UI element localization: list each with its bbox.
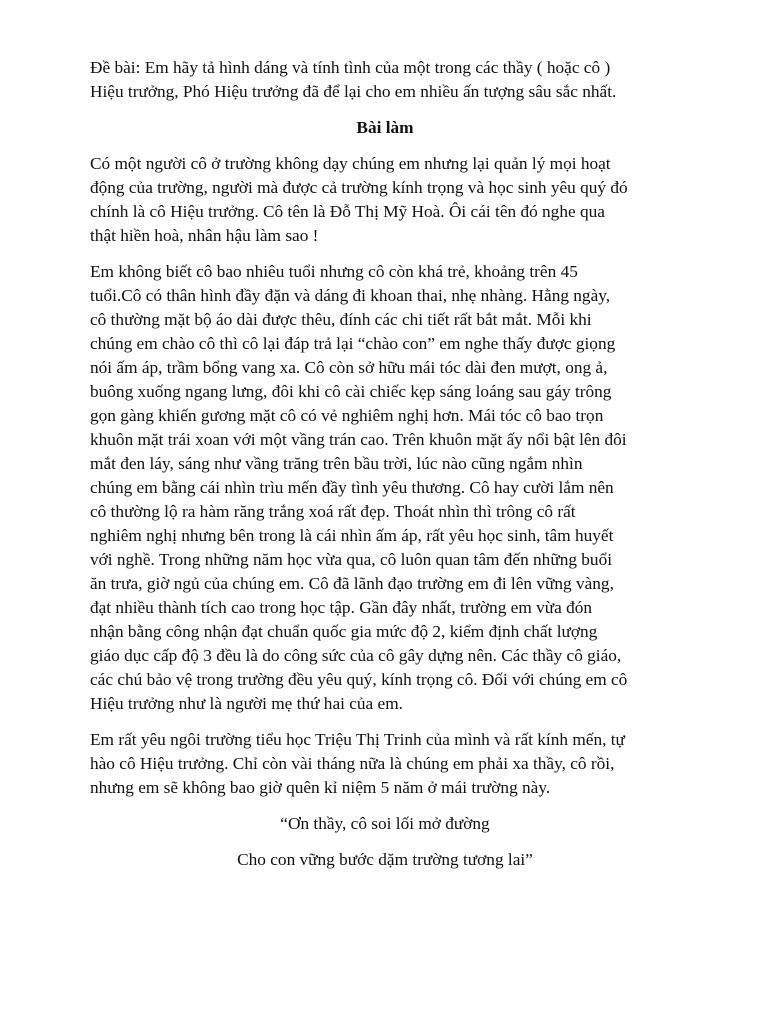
paragraph-conclusion: [90, 728, 690, 800]
text-line: Em không biết cô bao nhiêu tuổi nhưng cô còn khá trẻ, khoảng trên 45: [90, 262, 578, 281]
text-line: Em rất yêu ngôi trường tiểu học Triệu Thị Trinh của mình và rất kính mến, tự: [90, 730, 625, 749]
text-line: các chú bảo vệ trong trường đều yêu quý, kính trọng cô. Đối với chúng em cô: [90, 670, 628, 689]
essay-prompt: [90, 56, 690, 104]
prompt-line: Hiệu trưởng, Phó Hiệu trưởng đã để lại cho em nhiều ấn tượng sâu sắc nhất.: [90, 82, 617, 101]
prompt-line: Đề bài: Em hãy tả hình dáng và tính tình của một trong các thầy ( hoặc cô ): [90, 58, 611, 77]
text-line: buông xuống ngang lưng, đôi khi cô cài chiếc kẹp sáng loáng sau gáy trông: [90, 382, 612, 401]
text-line: Có một người cô ở trường không dạy chúng em nhưng lại quản lý mọi hoạt: [90, 154, 611, 173]
text-line: Hiệu trưởng như là người mẹ thứ hai của em.: [90, 694, 403, 713]
text-line: thật hiền hoà, nhân hậu làm sao !: [90, 226, 319, 245]
text-line: khuôn mặt trái xoan với một vầng trán cao. Trên khuôn mặt ấy nổi bật lên đôi: [90, 430, 627, 449]
text-line: chúng em bằng cái nhìn trìu mến đầy tình yêu thương. Cô hay cười lắm nên: [90, 478, 614, 497]
text-line: hào cô Hiệu trưởng. Chỉ còn vài tháng nữa là chúng em phải xa thầy, cô rồi,: [90, 754, 615, 773]
paragraph-intro: [90, 152, 690, 248]
text-line: động của trường, người mà được cả trường kính trọng và học sinh yêu quý đó: [90, 178, 628, 197]
essay-page: [90, 56, 690, 884]
text-line: ăn trưa, giờ ngủ của chúng em. Cô đã lãnh đạo trường em đi lên vững vàng,: [90, 574, 614, 593]
closing-quote-line-2: Cho con vững bước dặm trường tương lai”: [237, 850, 533, 869]
text-line: chính là cô Hiệu trưởng. Cô tên là Đỗ Thị Mỹ Hoà. Ôi cái tên đó nghe qua: [90, 202, 605, 221]
text-line: chúng em chào cô thì cô lại đáp trả lại “chào con” em nghe thấy được giọng: [90, 334, 616, 353]
text-line: cô thường mặt bộ áo dài được thêu, đính các chi tiết rất bắt mắt. Mỗi khi: [90, 310, 592, 329]
essay-title: Bài làm: [356, 118, 414, 137]
text-line: với nghề. Trong những năm học vừa qua, cô luôn quan tâm đến những buổi: [90, 550, 613, 569]
text-line: nghiêm nghị nhưng bên trong là cái nhìn ấm áp, rất yêu học sinh, tâm huyết: [90, 526, 614, 545]
text-line: tuổi.Cô có thân hình đầy đặn và dáng đi khoan thai, nhẹ nhàng. Hằng ngày,: [90, 286, 611, 305]
text-line: gọn gàng khiến gương mặt cô có vẻ nghiêm nghị hơn. Mái tóc cô bao trọn: [90, 406, 604, 425]
text-line: giáo dục cấp độ 3 đều là do công sức của cô gây dựng nên. Các thầy cô giáo,: [90, 646, 622, 665]
text-line: mắt đen láy, sáng như vầng trăng trên bầu trời, lúc nào cũng ngắm nhìn: [90, 454, 583, 473]
text-line: đạt nhiều thành tích cao trong học tập. Gần đây nhất, trường em vừa đón: [90, 598, 593, 617]
text-line: cô thường lộ ra hàm răng trắng xoá rất đẹp. Thoát nhìn thì trông cô rất: [90, 502, 576, 521]
text-line: nói ấm áp, trầm bổng vang xa. Cô còn sở hữu mái tóc dài đen mượt, ong ả,: [90, 358, 608, 377]
closing-quote-line-1: “Ơn thầy, cô soi lối mở đường: [280, 814, 490, 833]
text-line: nhưng em sẽ không bao giờ quên kỉ niệm 5 năm ở mái trường này.: [90, 778, 551, 797]
text-line: nhận bằng công nhận đạt chuẩn quốc gia mức độ 2, kiểm định chất lượng: [90, 622, 598, 641]
paragraph-body: [90, 260, 690, 716]
